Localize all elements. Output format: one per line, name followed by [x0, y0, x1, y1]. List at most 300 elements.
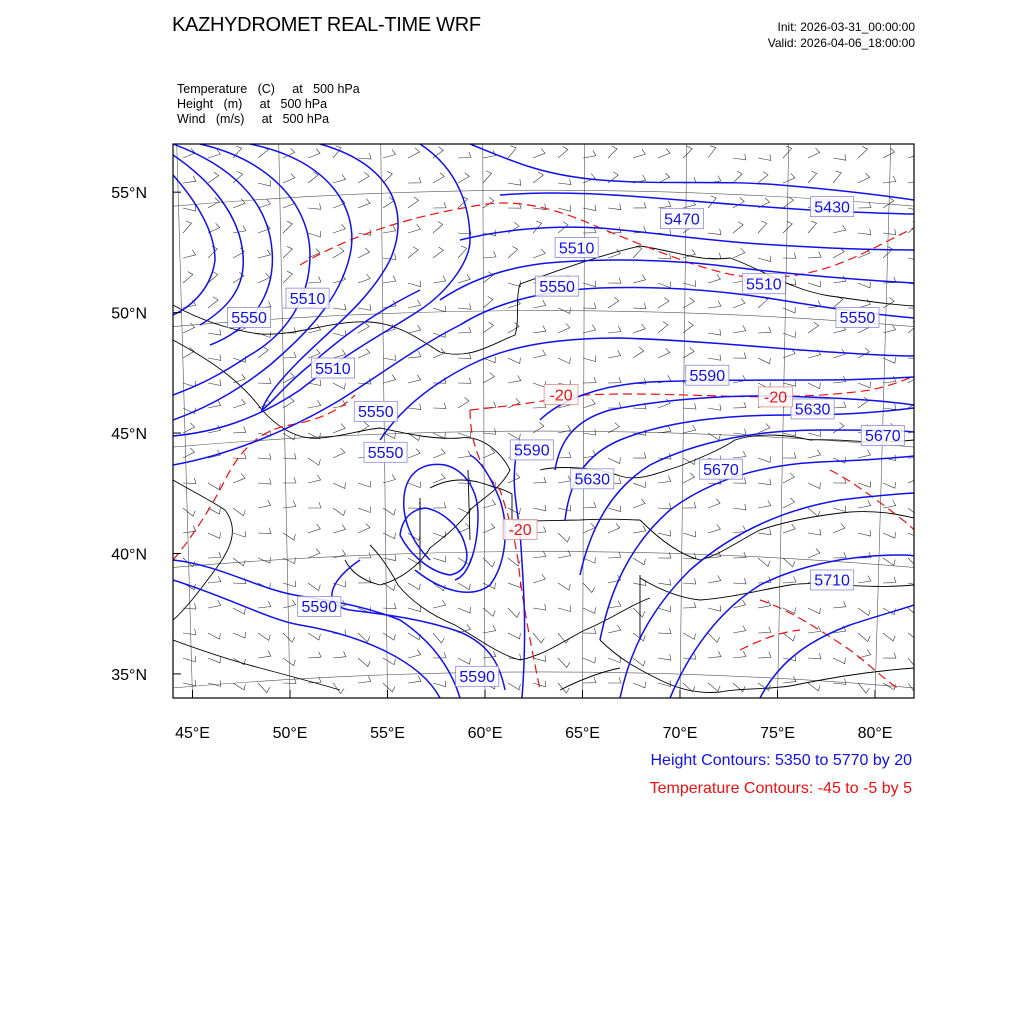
wind-barb	[408, 449, 420, 458]
wind-barb	[283, 600, 296, 608]
contour-label-text: 5510	[746, 276, 782, 294]
wind-barb	[883, 376, 896, 383]
wind-barb	[558, 205, 571, 211]
wind-barb	[383, 683, 395, 692]
wind-barb	[708, 499, 720, 508]
wind-barb	[558, 147, 568, 159]
wind-barb	[533, 422, 544, 433]
wind-barb	[183, 176, 196, 183]
lat-tick-label: 50°N	[111, 305, 147, 323]
wind-barb	[858, 348, 869, 358]
wind-barb	[783, 173, 795, 183]
wind-barb	[658, 579, 671, 585]
wind-barb	[733, 198, 744, 208]
wind-barb	[633, 499, 645, 508]
wind-barb	[508, 633, 520, 639]
wind-barb	[633, 682, 645, 688]
wind-barb	[558, 323, 570, 333]
wind-barb	[658, 503, 671, 509]
wind-barb	[458, 327, 471, 333]
wind-barb	[683, 578, 696, 584]
wind-barb	[783, 558, 795, 567]
wind-barb	[358, 248, 370, 258]
temperature-contour-legend: Temperature Contours: -45 to -5 by 5	[649, 780, 912, 797]
wind-barb	[358, 481, 370, 487]
wind-barb	[483, 171, 492, 183]
wind-barb	[333, 424, 345, 433]
wind-barb	[833, 349, 845, 358]
wind-barb	[783, 146, 792, 158]
wind-barb	[358, 199, 370, 208]
wind-barb	[633, 149, 645, 158]
wind-barb	[508, 683, 520, 690]
wind-barb	[433, 633, 444, 643]
wind-barb	[583, 607, 595, 613]
wind-barb	[608, 506, 621, 512]
wind-barb	[258, 500, 271, 508]
lon-tick-label: 80°E	[857, 725, 893, 742]
field-height: Height (m) at 500 hPa	[177, 97, 328, 111]
temperature-contour-label	[544, 385, 578, 405]
wind-barb	[833, 552, 846, 558]
wind-barb	[783, 676, 796, 683]
wind-barb	[533, 326, 546, 333]
wind-barb	[533, 604, 546, 610]
wind-barb	[583, 205, 596, 211]
wind-barb	[183, 323, 195, 333]
meridian-line	[483, 144, 485, 698]
wind-barb	[858, 173, 870, 183]
wind-barb	[183, 478, 196, 484]
wind-barb	[183, 656, 195, 662]
wind-barb	[183, 408, 195, 414]
wind-barb	[558, 583, 570, 590]
wind-barb	[683, 403, 696, 409]
wind-barb	[458, 451, 471, 458]
wind-barb	[258, 478, 271, 484]
wind-barb	[783, 253, 796, 259]
wind-barb	[808, 221, 817, 233]
wind-barb	[858, 397, 869, 408]
contour-label-text: 5510	[289, 290, 326, 308]
contour-label-text: 5430	[814, 199, 850, 217]
height-contour-label	[660, 209, 703, 229]
wind-barb	[783, 221, 792, 233]
wind-barb	[758, 479, 771, 485]
contour-label-text: -20	[763, 389, 788, 407]
wind-barb	[533, 300, 546, 308]
contour-label-text: 5630	[794, 401, 831, 419]
wind-barb	[408, 676, 421, 683]
wind-barb	[208, 657, 220, 663]
wind-barb	[583, 583, 595, 593]
wind-barb	[833, 171, 841, 183]
wind-barb	[433, 531, 445, 537]
wind-barb	[258, 651, 271, 658]
lon-tick-label: 75°E	[760, 725, 795, 742]
wind-barb	[333, 350, 346, 359]
wind-barb	[608, 297, 619, 308]
height-contour-label	[811, 197, 854, 217]
wind-barb	[533, 505, 546, 511]
contour-label-text: 5670	[703, 461, 739, 479]
wind-barb	[558, 533, 570, 542]
wind-barb	[758, 327, 771, 333]
wind-barb	[883, 325, 896, 333]
wind-barb	[408, 606, 421, 612]
wind-barb	[308, 277, 321, 284]
wind-barb	[333, 146, 341, 158]
wind-barb	[308, 633, 320, 640]
height-contour-label	[555, 238, 598, 258]
wind-barb	[508, 281, 521, 287]
wind-barb	[183, 250, 196, 258]
wind-barb	[208, 149, 220, 158]
contour-label-text: 5550	[839, 310, 876, 328]
wind-barb	[608, 523, 620, 533]
wind-barb	[758, 256, 771, 262]
wind-barb	[333, 448, 345, 458]
lon-tick-label: 50°E	[272, 725, 308, 742]
wind-barb	[508, 358, 520, 364]
wind-barb	[533, 350, 546, 358]
wind-barb	[733, 429, 746, 435]
wind-barb	[708, 146, 716, 158]
wind-barb	[883, 229, 896, 235]
wind-barb	[758, 627, 771, 633]
wind-barb	[783, 633, 795, 641]
wind-barb	[583, 356, 596, 362]
wind-barb	[483, 251, 496, 258]
wind-barb	[508, 179, 521, 185]
wind-barb	[483, 523, 495, 533]
wind-barb	[283, 221, 292, 233]
wind-barb	[808, 148, 820, 158]
wind-barb	[208, 354, 221, 360]
wind-barb	[608, 204, 621, 210]
wind-barb	[383, 583, 395, 590]
wind-barb	[408, 650, 421, 658]
wind-barb	[883, 148, 895, 158]
wind-barb	[358, 676, 371, 683]
wind-barb	[583, 523, 595, 533]
height-contour-label	[286, 288, 329, 308]
wind-barb	[658, 606, 670, 612]
wind-barb	[733, 171, 742, 183]
wind-barb	[583, 325, 596, 333]
wind-barb	[408, 224, 420, 233]
contour-label-text: 5550	[231, 310, 267, 328]
wind-barb	[633, 482, 645, 488]
wind-barb	[608, 278, 621, 284]
wind-barb	[458, 558, 470, 565]
wind-barb	[508, 375, 521, 383]
wind-barb	[858, 202, 871, 208]
height-contour-label	[742, 274, 785, 294]
wind-barb	[508, 608, 520, 618]
wind-barb	[858, 501, 871, 509]
wind-barb	[533, 477, 546, 483]
wind-barb	[583, 303, 596, 309]
wind-barb	[783, 473, 795, 483]
meridian-line	[177, 144, 193, 698]
parallel-line	[173, 311, 914, 327]
wind-barb	[858, 650, 871, 658]
wind-barb	[608, 402, 621, 408]
wind-barb	[308, 149, 320, 158]
height-contour-label	[571, 469, 614, 489]
wind-barb	[808, 508, 820, 516]
wind-barb	[433, 474, 445, 483]
wind-barb	[733, 299, 745, 308]
contour-labels	[227, 197, 904, 687]
wind-barb	[333, 482, 345, 488]
wind-barb	[758, 500, 771, 508]
wind-barb	[658, 173, 670, 183]
wind-barb	[283, 501, 296, 508]
wind-barb	[208, 329, 221, 335]
height-contour-label	[836, 307, 879, 327]
wind-barb	[608, 677, 621, 683]
wind-barb	[833, 679, 846, 685]
wind-barb	[383, 658, 395, 665]
wind-barb	[433, 502, 446, 508]
wind-barb	[483, 402, 496, 408]
wind-barb	[408, 148, 420, 158]
wind-barb	[783, 498, 795, 508]
wind-barb	[283, 246, 292, 258]
lon-tick-label: 55°E	[370, 725, 405, 742]
wind-barb	[633, 303, 646, 309]
wind-barb	[258, 453, 271, 459]
wind-barb	[708, 605, 721, 611]
wind-barb	[883, 297, 894, 308]
wind-barb	[308, 502, 321, 508]
coastlines-borders	[173, 246, 914, 693]
wind-barb	[658, 530, 671, 536]
wind-barb	[533, 149, 545, 158]
wind-barb	[608, 350, 621, 358]
wind-barb	[533, 249, 545, 258]
height-contour-label	[699, 459, 742, 479]
wind-barb	[708, 274, 720, 283]
wind-barb	[533, 574, 545, 583]
wind-barb	[883, 558, 895, 565]
wind-barb	[758, 221, 767, 233]
wind-barb	[558, 179, 571, 185]
wind-barb	[408, 197, 419, 208]
wind-barb	[258, 250, 271, 258]
wind-barb	[358, 172, 369, 183]
wind-barb	[258, 430, 271, 436]
wind-barb	[458, 173, 469, 183]
wind-barb	[783, 577, 796, 584]
wind-barb	[183, 221, 192, 233]
wind-barb	[383, 276, 396, 283]
wind-barb	[233, 531, 245, 537]
height-contour-label	[536, 276, 579, 296]
wind-barb	[883, 633, 895, 641]
wind-barb	[383, 150, 396, 158]
wind-barb	[408, 503, 421, 509]
wind-barb	[383, 254, 396, 260]
wind-barb	[633, 324, 645, 333]
wind-barb	[808, 322, 819, 333]
height-contour-label	[791, 399, 834, 419]
wind-barb	[858, 683, 869, 693]
wind-barb	[383, 555, 396, 561]
wind-barb	[333, 651, 346, 658]
wind-barb	[783, 307, 795, 313]
wind-barb	[808, 483, 820, 489]
wind-barb	[733, 248, 745, 258]
wind-barb	[433, 556, 445, 562]
parallel-line	[173, 551, 914, 567]
wind-barb	[683, 502, 696, 508]
lat-tick-label: 55°N	[111, 185, 147, 203]
wind-barb	[708, 404, 721, 410]
wind-barb	[658, 654, 671, 660]
wind-barb	[458, 658, 470, 664]
wind-barb	[483, 558, 495, 567]
wind-barb	[433, 147, 443, 158]
wind-barb	[833, 154, 846, 160]
wind-barb	[283, 199, 295, 208]
height-contour-label	[311, 358, 354, 378]
wind-barb	[383, 533, 395, 539]
wind-barb	[633, 558, 645, 565]
wind-barb	[658, 149, 670, 159]
wind-barb	[358, 577, 371, 583]
wind-barb	[433, 202, 446, 208]
lat-tick-label: 35°N	[111, 666, 147, 684]
contour-label-text: 5590	[514, 442, 550, 460]
wind-barb	[333, 331, 346, 337]
wind-barb	[658, 297, 669, 308]
wind-barb	[658, 322, 668, 333]
wind-barb	[433, 276, 446, 283]
wind-barb	[233, 453, 246, 459]
wind-barb	[883, 404, 896, 410]
wind-barb	[633, 347, 644, 358]
meridian-line	[778, 144, 789, 698]
wind-barb	[558, 425, 571, 433]
wind-barb	[283, 533, 295, 540]
wind-barb	[183, 205, 196, 211]
wind-barb	[333, 224, 345, 233]
wind-barb	[758, 358, 770, 364]
wind-barb	[183, 381, 195, 387]
wind-barb	[508, 323, 519, 334]
wind-barb	[583, 429, 596, 435]
wind-barb	[708, 433, 720, 440]
wind-barb	[583, 677, 596, 683]
wind-barb	[583, 377, 596, 383]
wind-barb	[233, 508, 245, 516]
contour-label-text: 5550	[358, 404, 394, 422]
wind-barb	[583, 281, 596, 287]
wind-barb	[633, 658, 645, 666]
wind-barb	[858, 576, 871, 583]
wind-barb	[433, 247, 443, 258]
contour-label-text: -20	[508, 522, 532, 540]
wind-barb	[733, 504, 746, 510]
wind-barb	[533, 172, 543, 183]
wind-barb	[458, 508, 470, 514]
wind-barb	[883, 500, 896, 508]
wind-barb	[708, 524, 720, 533]
wind-barb	[683, 602, 696, 608]
lon-tick-label: 70°E	[662, 725, 698, 742]
wind-barb	[208, 552, 221, 558]
wind-barb	[408, 300, 421, 308]
wind-barb	[308, 652, 321, 658]
wind-barb	[708, 354, 721, 360]
wind-barb	[633, 526, 646, 533]
wind-barb	[358, 348, 370, 358]
wind-barb	[458, 274, 470, 283]
wind-barb	[308, 583, 320, 591]
wind-barb	[558, 658, 570, 668]
wind-barb	[208, 297, 218, 308]
wind-barb	[458, 304, 471, 310]
wind-barb	[208, 172, 219, 183]
wind-barb	[608, 146, 617, 158]
wind-barb	[333, 525, 346, 534]
wind-barb	[233, 226, 246, 234]
contour-label-text: 5470	[664, 211, 700, 229]
wind-barb	[408, 583, 420, 590]
wind-barb	[508, 508, 520, 514]
wind-barb	[658, 348, 670, 358]
wind-barb	[208, 246, 217, 258]
lat-tick-label: 45°N	[111, 426, 147, 444]
wind-barb	[433, 681, 446, 687]
wind-barb	[308, 172, 318, 183]
wind-barb	[383, 375, 396, 383]
wind-barb	[533, 381, 545, 387]
wind-barb	[708, 329, 721, 335]
wind-barb	[683, 633, 695, 639]
chart-title: KAZHYDROMET REAL-TIME WRF	[172, 14, 481, 36]
wind-barb	[433, 221, 443, 233]
wind-barb	[208, 680, 221, 686]
wind-barb	[833, 658, 845, 664]
height-contour-label	[227, 307, 270, 327]
wind-barb	[333, 247, 344, 258]
wind-barb	[733, 552, 746, 558]
lon-tick-label: 60°E	[467, 725, 503, 742]
wind-barb	[758, 558, 770, 566]
wind-barb	[608, 552, 621, 558]
height-contour-label	[686, 365, 729, 385]
wind-barb	[483, 322, 494, 333]
wind-barb	[483, 373, 494, 383]
lat-tick-label: 40°N	[111, 546, 147, 564]
wind-barb	[458, 152, 471, 158]
wind-barb	[383, 355, 396, 361]
wind-barb	[733, 353, 746, 359]
wind-barb	[608, 326, 621, 333]
wind-barb	[283, 477, 296, 483]
wind-barb	[583, 399, 595, 408]
wind-barb	[733, 402, 746, 408]
wind-barb	[858, 282, 870, 288]
wind-barb	[708, 575, 721, 583]
wind-barb	[833, 225, 846, 233]
wind-barb	[508, 146, 516, 158]
wind-barb	[233, 427, 246, 433]
